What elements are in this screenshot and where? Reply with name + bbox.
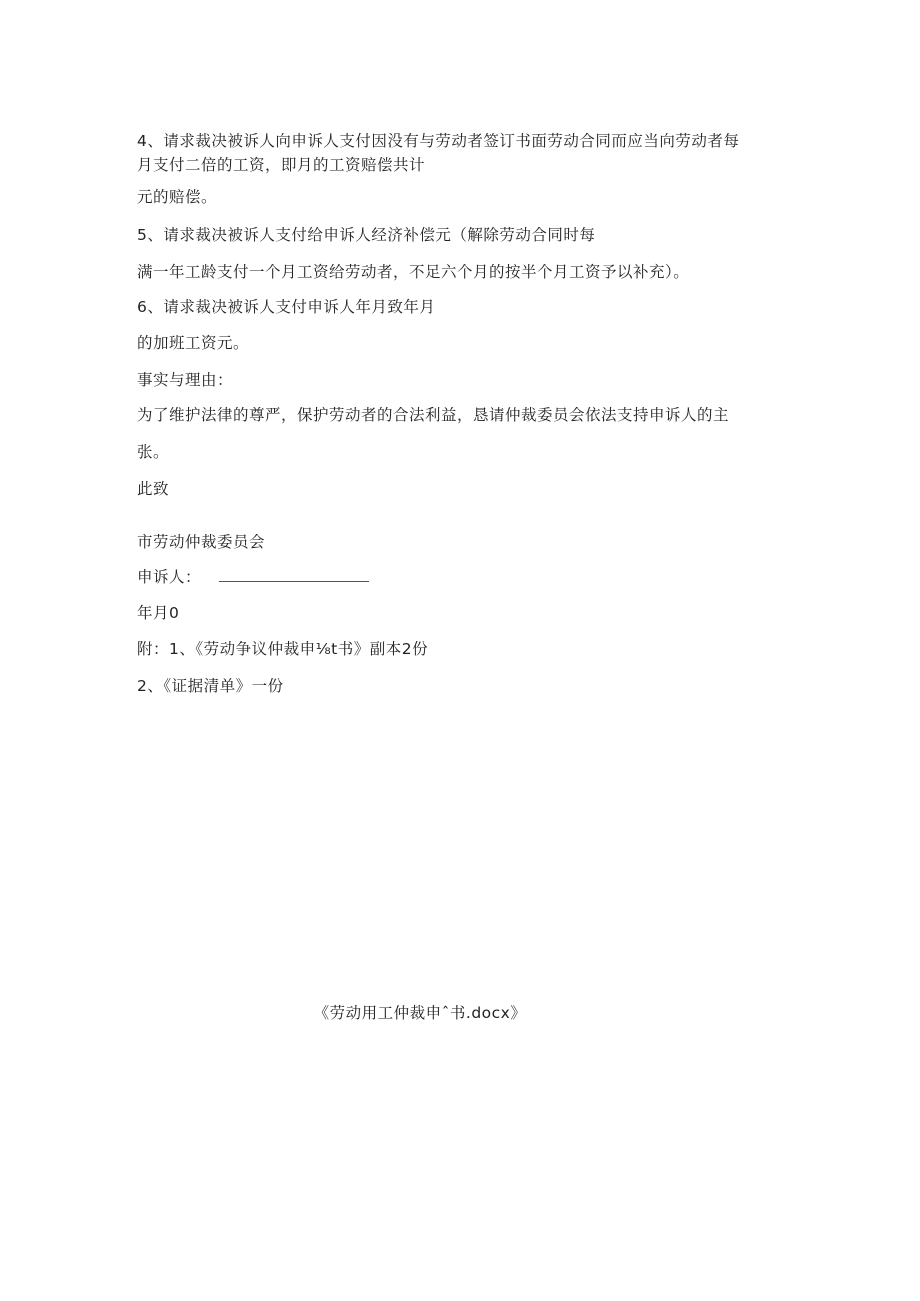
attachment-item-2: 2、《证据清单》一份	[137, 677, 284, 695]
request-item-5-line-2: 满一年工龄支付一个月工资给劳动者，不足六个月的按半个月工资予以补充）。	[137, 263, 690, 281]
request-item-6-line-2: 的加班工资元。	[137, 334, 250, 352]
request-item-5-line-1: 5、请求裁决被诉人支付给申诉人经济补偿元（解除劳动合同时每	[137, 226, 596, 244]
facts-paragraph-line-1: 为了维护法律的尊严，保护劳动者的合法利益，恳请仲裁委员会依法支持申诉人的主	[137, 406, 730, 424]
facts-paragraph-line-2: 张。	[137, 443, 170, 461]
date-line: 年月0	[137, 604, 180, 622]
applicant-signature-row	[137, 567, 369, 587]
request-item-4-line-1: 4、请求裁决被诉人向申诉人支付因没有与劳动者签订书面劳动合同而应当向劳动者每	[137, 132, 740, 150]
recipient: 市劳动仲裁委员会	[137, 533, 266, 551]
document-footer	[0, 1003, 920, 1023]
signature-line	[219, 569, 369, 582]
attachment-item-1: 附：1、《劳动争议仲裁申⅛t书》副本2份	[137, 640, 429, 658]
request-item-6-line-1: 6、请求裁决被诉人支付申诉人年月致年月	[137, 298, 436, 316]
salutation: 此致	[137, 480, 170, 498]
facts-heading: 事实与理由：	[137, 371, 234, 389]
request-item-4-line-3: 元的赔偿。	[137, 188, 218, 206]
request-item-4-line-2: 月支付二倍的工资，即月的工资赔偿共计	[137, 156, 426, 174]
applicant-label: 申诉人：	[137, 568, 202, 586]
footer-filename: 《劳动用工仲裁申ˆ书.docx》	[313, 1004, 527, 1022]
